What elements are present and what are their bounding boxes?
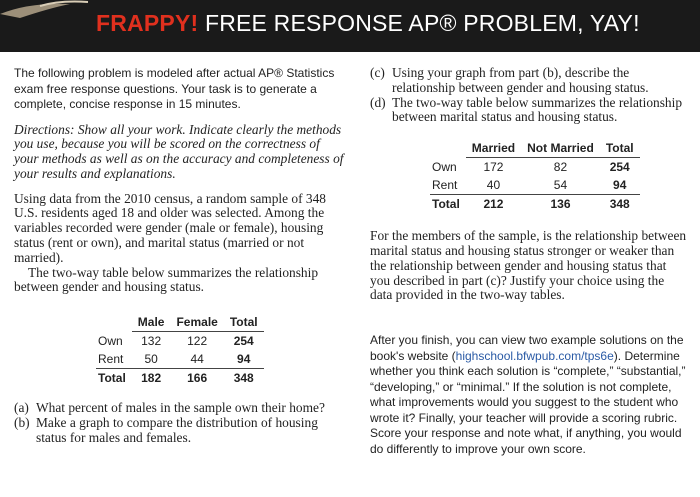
table-cell: 212 (466, 195, 521, 214)
col-header: Total (224, 313, 264, 332)
table-row (430, 195, 640, 214)
table-row (430, 176, 640, 195)
header-title (96, 10, 640, 37)
question-d (370, 96, 688, 126)
table-cell: 254 (233, 334, 254, 349)
gender-housing-table (96, 313, 264, 387)
question-label: (b) (14, 415, 30, 431)
table-cell: 166 (170, 369, 223, 388)
question-a (14, 401, 344, 416)
website-link[interactable]: highschool.bfwpub.com/tps6e (455, 348, 614, 363)
after-finish-paragraph (370, 333, 688, 457)
table-cell: 50 (144, 352, 158, 367)
comparison-paragraph: For the members of the sample, is the relationship between marital status and housing status stronger or weaker than the relationship between gender and housing status that you described in part (c)? Justify your choice using the data provided in the two-way tables. (370, 228, 687, 303)
col-header: Married (466, 139, 521, 158)
table-cell: 94 (237, 352, 251, 367)
after-text-1: After you finish, you can view two example solutions on the book's website ( (370, 333, 684, 363)
intro-text: The following problem is modeled after actual AP® Statistics exam free response questions. Your task is to generate a complete, concise response in 15 minutes. (14, 66, 335, 111)
table-row (96, 350, 264, 369)
table-intro-paragraph: The two-way table below summarizes the relationship between gender and housing status. (14, 264, 319, 295)
question-c (370, 66, 688, 96)
table-row (430, 158, 640, 177)
col-header: Female (170, 313, 223, 332)
table-cell: 182 (132, 369, 171, 388)
row-label: Total (96, 369, 132, 388)
question-text: Using your graph from part (b), describe the relationship between gender and housing status. (392, 65, 649, 95)
table-row (96, 369, 264, 388)
table-cell: 82 (553, 160, 568, 175)
decorative-swoosh-icon (0, 0, 90, 20)
col-header: Not Married (521, 139, 600, 158)
row-label: Rent (432, 178, 458, 193)
table-row (96, 332, 264, 351)
question-text: The two-way table below summarizes the relationship between marital status and housing status. (392, 94, 683, 125)
row-label: Rent (98, 352, 124, 367)
question-b (14, 416, 344, 446)
question-label: (a) (14, 400, 29, 416)
question-label: (d) (370, 94, 386, 110)
table-cell: 122 (187, 334, 208, 349)
table-cell: 40 (486, 178, 501, 193)
right-column (370, 66, 688, 457)
question-label: (c) (370, 65, 385, 80)
context-paragraph: Using data from the 2010 census, a random sample of 348 U.S. residents aged 18 and older was selected. Among the variables recorded were gender (male or female), housing status (rent or own), and marital status (married or not married). (14, 190, 327, 265)
row-label: Own (432, 159, 457, 174)
col-header: Total (600, 139, 640, 158)
after-text-2: ). Determine whether you think each solution is “complete,” “substantial,” “developing,” or “minimal.” If the solution is not complete, what improvements would you suggest to the student who wrote it? Finally, your teacher will provide a scoring rubric. Score your response and note what, if anything, you would do differently to improve your own score. (370, 348, 686, 456)
problem-title: FREE RESPONSE AP® PROBLEM, YAY! (204, 10, 640, 36)
question-text: Make a graph to compare the distribution of housing status for males and females. (36, 415, 318, 445)
marital-housing-table (430, 139, 640, 213)
table-cell: 44 (190, 352, 204, 367)
directions-text: Directions: Show all your work. Indicate clearly the methods you use, because you will be scored on the correctness of your methods as well as on the accuracy and completeness of your results and explanations. (14, 121, 344, 181)
question-text: What percent of males in the sample own their home? (36, 400, 325, 416)
table-cell: 348 (600, 195, 640, 214)
table-cell: 172 (483, 160, 504, 175)
table-cell: 136 (521, 195, 600, 214)
row-label: Own (98, 334, 123, 349)
left-column (14, 62, 344, 446)
table-cell: 254 (609, 160, 630, 175)
col-header: Male (132, 313, 171, 332)
table-cell: 94 (613, 178, 627, 193)
table-cell: 54 (553, 178, 568, 193)
table-cell: 348 (224, 369, 264, 388)
row-label: Total (430, 195, 466, 214)
table-cell: 132 (141, 334, 162, 349)
header-banner (0, 0, 700, 52)
brand-label: FRAPPY! (96, 10, 199, 36)
